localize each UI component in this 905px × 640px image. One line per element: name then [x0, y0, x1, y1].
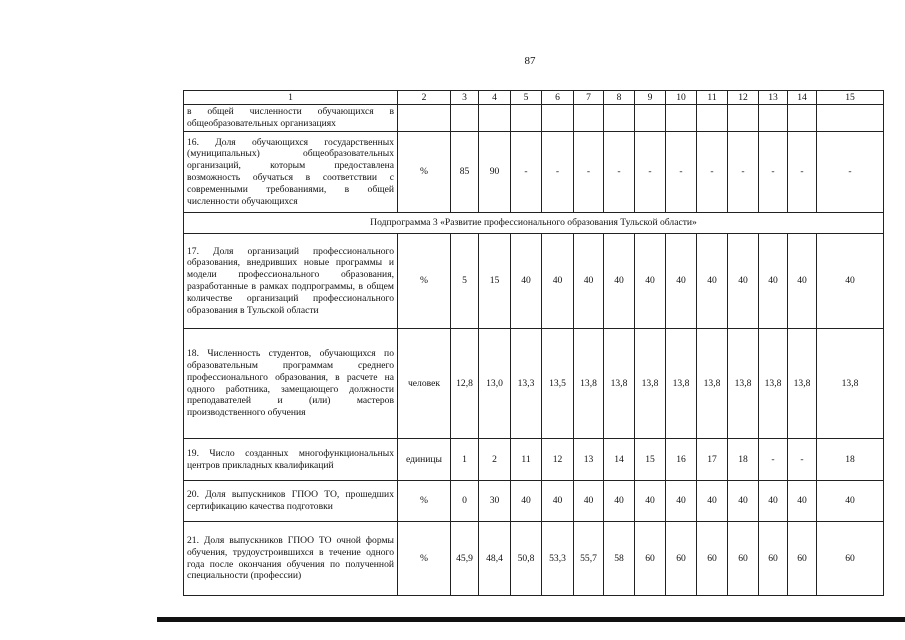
- value-cell: -: [542, 132, 574, 213]
- value-cell: -: [697, 132, 728, 213]
- value-cell: 40: [817, 481, 884, 522]
- value-cell: 40: [788, 234, 817, 329]
- value-cell: 40: [542, 234, 574, 329]
- value-cell: 60: [635, 522, 666, 596]
- value-cell: 13: [574, 439, 604, 481]
- value-cell: 60: [666, 522, 697, 596]
- column-header-9: 9: [635, 91, 666, 105]
- value-cell: 40: [788, 481, 817, 522]
- value-cell: 40: [542, 481, 574, 522]
- value-cell: 40: [817, 234, 884, 329]
- value-cell: [511, 105, 542, 132]
- value-cell: 13,8: [697, 329, 728, 439]
- value-cell: -: [759, 132, 788, 213]
- value-cell: 40: [574, 481, 604, 522]
- value-cell: 13,8: [635, 329, 666, 439]
- value-cell: -: [666, 132, 697, 213]
- value-cell: 40: [666, 481, 697, 522]
- indicator-name: 19. Число созданных многофункциональных центров прикладных квалификаций: [184, 439, 398, 481]
- value-cell: 13,8: [574, 329, 604, 439]
- value-cell: 13,8: [788, 329, 817, 439]
- value-cell: 0: [451, 481, 479, 522]
- value-cell: 13,5: [542, 329, 574, 439]
- value-cell: -: [604, 132, 635, 213]
- value-cell: 48,4: [479, 522, 511, 596]
- footer-rule: [157, 617, 905, 622]
- value-cell: [635, 105, 666, 132]
- value-cell: 40: [511, 234, 542, 329]
- column-header-14: 14: [788, 91, 817, 105]
- value-cell: 85: [451, 132, 479, 213]
- value-cell: [817, 105, 884, 132]
- value-cell: 40: [666, 234, 697, 329]
- value-cell: 18: [817, 439, 884, 481]
- value-cell: 1: [451, 439, 479, 481]
- value-cell: 40: [697, 481, 728, 522]
- value-cell: 40: [604, 234, 635, 329]
- value-cell: 40: [759, 234, 788, 329]
- value-cell: 58: [604, 522, 635, 596]
- value-cell: 12,8: [451, 329, 479, 439]
- indicator-name: 20. Доля выпускников ГПОО ТО, прошедших сертификацию качества подготовки: [184, 481, 398, 522]
- indicator-name: 17. Доля организаций профессионального образования, внедривших новые программы и модели профессионального образования, разработанные в рамках подпрограммы, в общем количестве организаций профессионального образования в Тульской области: [184, 234, 398, 329]
- value-cell: 11: [511, 439, 542, 481]
- value-cell: [451, 105, 479, 132]
- table-body: [184, 105, 884, 596]
- table-row: [184, 522, 884, 596]
- indicator-name: 21. Доля выпускников ГПОО ТО очной формы обучения, трудоустроившихся в течение одного года после окончания обучения по полученной специальности (профессии): [184, 522, 398, 596]
- value-cell: [479, 105, 511, 132]
- column-header-4: 4: [479, 91, 511, 105]
- value-cell: [788, 105, 817, 132]
- value-cell: 16: [666, 439, 697, 481]
- value-cell: 40: [635, 481, 666, 522]
- value-cell: [697, 105, 728, 132]
- value-cell: 13,8: [759, 329, 788, 439]
- value-cell: 60: [759, 522, 788, 596]
- value-cell: 40: [604, 481, 635, 522]
- value-cell: 13,3: [511, 329, 542, 439]
- value-cell: 60: [817, 522, 884, 596]
- value-cell: 45,9: [451, 522, 479, 596]
- column-header-2: 2: [398, 91, 451, 105]
- column-header-13: 13: [759, 91, 788, 105]
- unit-cell: %: [398, 522, 451, 596]
- table-row: [184, 105, 884, 132]
- unit-cell: %: [398, 234, 451, 329]
- section-row: [184, 213, 884, 234]
- table-row: [184, 329, 884, 439]
- value-cell: -: [788, 439, 817, 481]
- table-row: [184, 439, 884, 481]
- table-row: [184, 234, 884, 329]
- value-cell: 40: [574, 234, 604, 329]
- indicator-table: [183, 90, 884, 596]
- value-cell: -: [728, 132, 759, 213]
- column-header-5: 5: [511, 91, 542, 105]
- value-cell: 40: [728, 234, 759, 329]
- section-title: Подпрограмма 3 «Развитие профессионального образования Тульской области»: [184, 213, 884, 234]
- column-header-8: 8: [604, 91, 635, 105]
- value-cell: 13,8: [728, 329, 759, 439]
- indicator-name: 16. Доля обучающихся государственных (муниципальных) общеобразовательных организаций, которым предоставлена возможность обучаться в соответствии с современными требованиями, в общей численности обучающихся: [184, 132, 398, 213]
- value-cell: 18: [728, 439, 759, 481]
- value-cell: -: [635, 132, 666, 213]
- unit-cell: [398, 105, 451, 132]
- value-cell: 40: [759, 481, 788, 522]
- value-cell: 13,8: [666, 329, 697, 439]
- value-cell: -: [788, 132, 817, 213]
- value-cell: 40: [697, 234, 728, 329]
- value-cell: [666, 105, 697, 132]
- value-cell: 17: [697, 439, 728, 481]
- column-header-10: 10: [666, 91, 697, 105]
- value-cell: -: [511, 132, 542, 213]
- unit-cell: %: [398, 132, 451, 213]
- value-cell: -: [574, 132, 604, 213]
- value-cell: [759, 105, 788, 132]
- indicator-name: в общей численности обучающихся в общеобразовательных организациях: [184, 105, 398, 132]
- value-cell: 40: [728, 481, 759, 522]
- value-cell: [728, 105, 759, 132]
- value-cell: 5: [451, 234, 479, 329]
- value-cell: 13,0: [479, 329, 511, 439]
- column-header-3: 3: [451, 91, 479, 105]
- column-header-7: 7: [574, 91, 604, 105]
- value-cell: 2: [479, 439, 511, 481]
- table-row: [184, 132, 884, 213]
- column-header-6: 6: [542, 91, 574, 105]
- unit-cell: %: [398, 481, 451, 522]
- value-cell: 13,8: [604, 329, 635, 439]
- value-cell: 60: [728, 522, 759, 596]
- unit-cell: человек: [398, 329, 451, 439]
- indicator-name: 18. Численность студентов, обучающихся по образовательным программам среднего профессионального образования, в расчете на одного работника, замещающего должности преподавателей и (или) мастеров производственного обучения: [184, 329, 398, 439]
- value-cell: [604, 105, 635, 132]
- unit-cell: единицы: [398, 439, 451, 481]
- value-cell: 14: [604, 439, 635, 481]
- value-cell: 13,8: [817, 329, 884, 439]
- value-cell: 60: [697, 522, 728, 596]
- value-cell: 55,7: [574, 522, 604, 596]
- value-cell: -: [759, 439, 788, 481]
- column-header-1: 1: [184, 91, 398, 105]
- value-cell: 60: [788, 522, 817, 596]
- value-cell: 50,8: [511, 522, 542, 596]
- value-cell: [574, 105, 604, 132]
- column-header-12: 12: [728, 91, 759, 105]
- table-row: [184, 481, 884, 522]
- value-cell: -: [817, 132, 884, 213]
- value-cell: 30: [479, 481, 511, 522]
- value-cell: 12: [542, 439, 574, 481]
- value-cell: 40: [635, 234, 666, 329]
- value-cell: [542, 105, 574, 132]
- value-cell: 15: [479, 234, 511, 329]
- page-number: 87: [524, 55, 536, 67]
- table-header: [184, 91, 884, 105]
- column-header-15: 15: [817, 91, 884, 105]
- value-cell: 90: [479, 132, 511, 213]
- value-cell: 53,3: [542, 522, 574, 596]
- value-cell: 15: [635, 439, 666, 481]
- column-header-11: 11: [697, 91, 728, 105]
- value-cell: 40: [511, 481, 542, 522]
